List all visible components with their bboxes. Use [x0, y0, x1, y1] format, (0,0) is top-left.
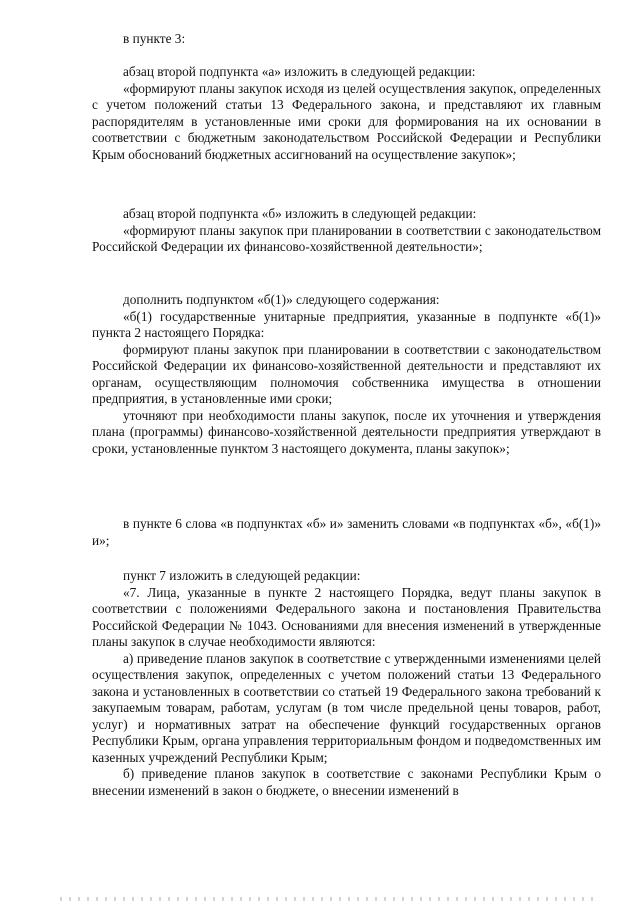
paragraph-block-4 [92, 292, 601, 457]
paragraph: в пункте 6 слова «в подпунктах «б» и» заменить словами «в подпунктах «б», «б(1)» и»; [92, 516, 601, 548]
paragraph: б) приведение планов закупок в соответствие с законами Республики Крым о внесении изменений в закон о бюджете, о внесении изменений в [92, 766, 601, 798]
paragraph: «формируют планы закупок исходя из целей осуществления закупок, определенных с учетом положений статьи 13 Федерального закона, и представляют их главным распорядителям в установленные ими сроки для формирования на их основании в соответствии с бюджетным законодательством Российской Федерации и Республики Крым обоснований бюджетных ассигнований на осуществление закупок»; [92, 80, 601, 162]
paragraph-block-2 [92, 64, 601, 163]
paragraph-block-3 [92, 206, 601, 256]
paragraph: «формируют планы закупок при планировании в соответствии с законодательством Российской Федерации их финансово-хозяйственной деятельности»; [92, 222, 601, 254]
paragraph: абзац второй подпункта «б» изложить в следующей редакции: [123, 206, 477, 221]
paragraph: а) приведение планов закупок в соответствие с утвержденными изменениями целей осуществления закупок, определенных с учетом положений статьи 13 Федерального закона и установленных в соответствии со статьей 19 Федерального закона требований к закупаемым товарам, работам, услугам (в том числе предельной цены товаров, работ, услуг) и нормативных затрат на обеспечение функций государственных органов Республики Крым, органа управления территориальным фондом и подведомственных им казенных учреждений Республики Крым; [92, 650, 601, 765]
paragraph: в пункте 3: [123, 31, 186, 46]
paragraph: дополнить подпунктом «б(1)» следующего содержания: [123, 292, 440, 307]
paragraph: «б(1) государственные унитарные предприятия, указанные в подпункте «б(1)» пункта 2 настоящего Порядка: [92, 308, 601, 340]
paragraph: абзац второй подпункта «а» изложить в следующей редакции: [123, 64, 476, 79]
paragraph: пункт 7 изложить в следующей редакции: [123, 568, 361, 583]
scan-footer-noise [60, 897, 600, 901]
paragraph-block-6 [92, 568, 601, 799]
paragraph: формируют планы закупок при планировании в соответствии с законодательством Российской Федерации их финансово-хозяйственной деятельности и представляют их органам, осуществляющим полномочия собственника имущества в отношении предприятия, в установленные ими сроки; [92, 341, 601, 406]
paragraph-block-1 [92, 31, 601, 48]
paragraph: уточняют при необходимости планы закупок, после их уточнения и утверждения плана (программы) финансово-хозяйственной деятельности предприятия утверждают в сроки, установленные пунктом 3 настоящего документа, планы закупок»; [92, 407, 601, 456]
paragraph-block-5 [92, 516, 601, 549]
paragraph: «7. Лица, указанные в пункте 2 настоящего Порядка, ведут планы закупок в соответствии с положениями Федерального закона и постановления Правительства Российской Федерации № 1043. Основаниями для внесения изменений в утвержденные планы закупок в случае необходимости являются: [92, 584, 601, 649]
